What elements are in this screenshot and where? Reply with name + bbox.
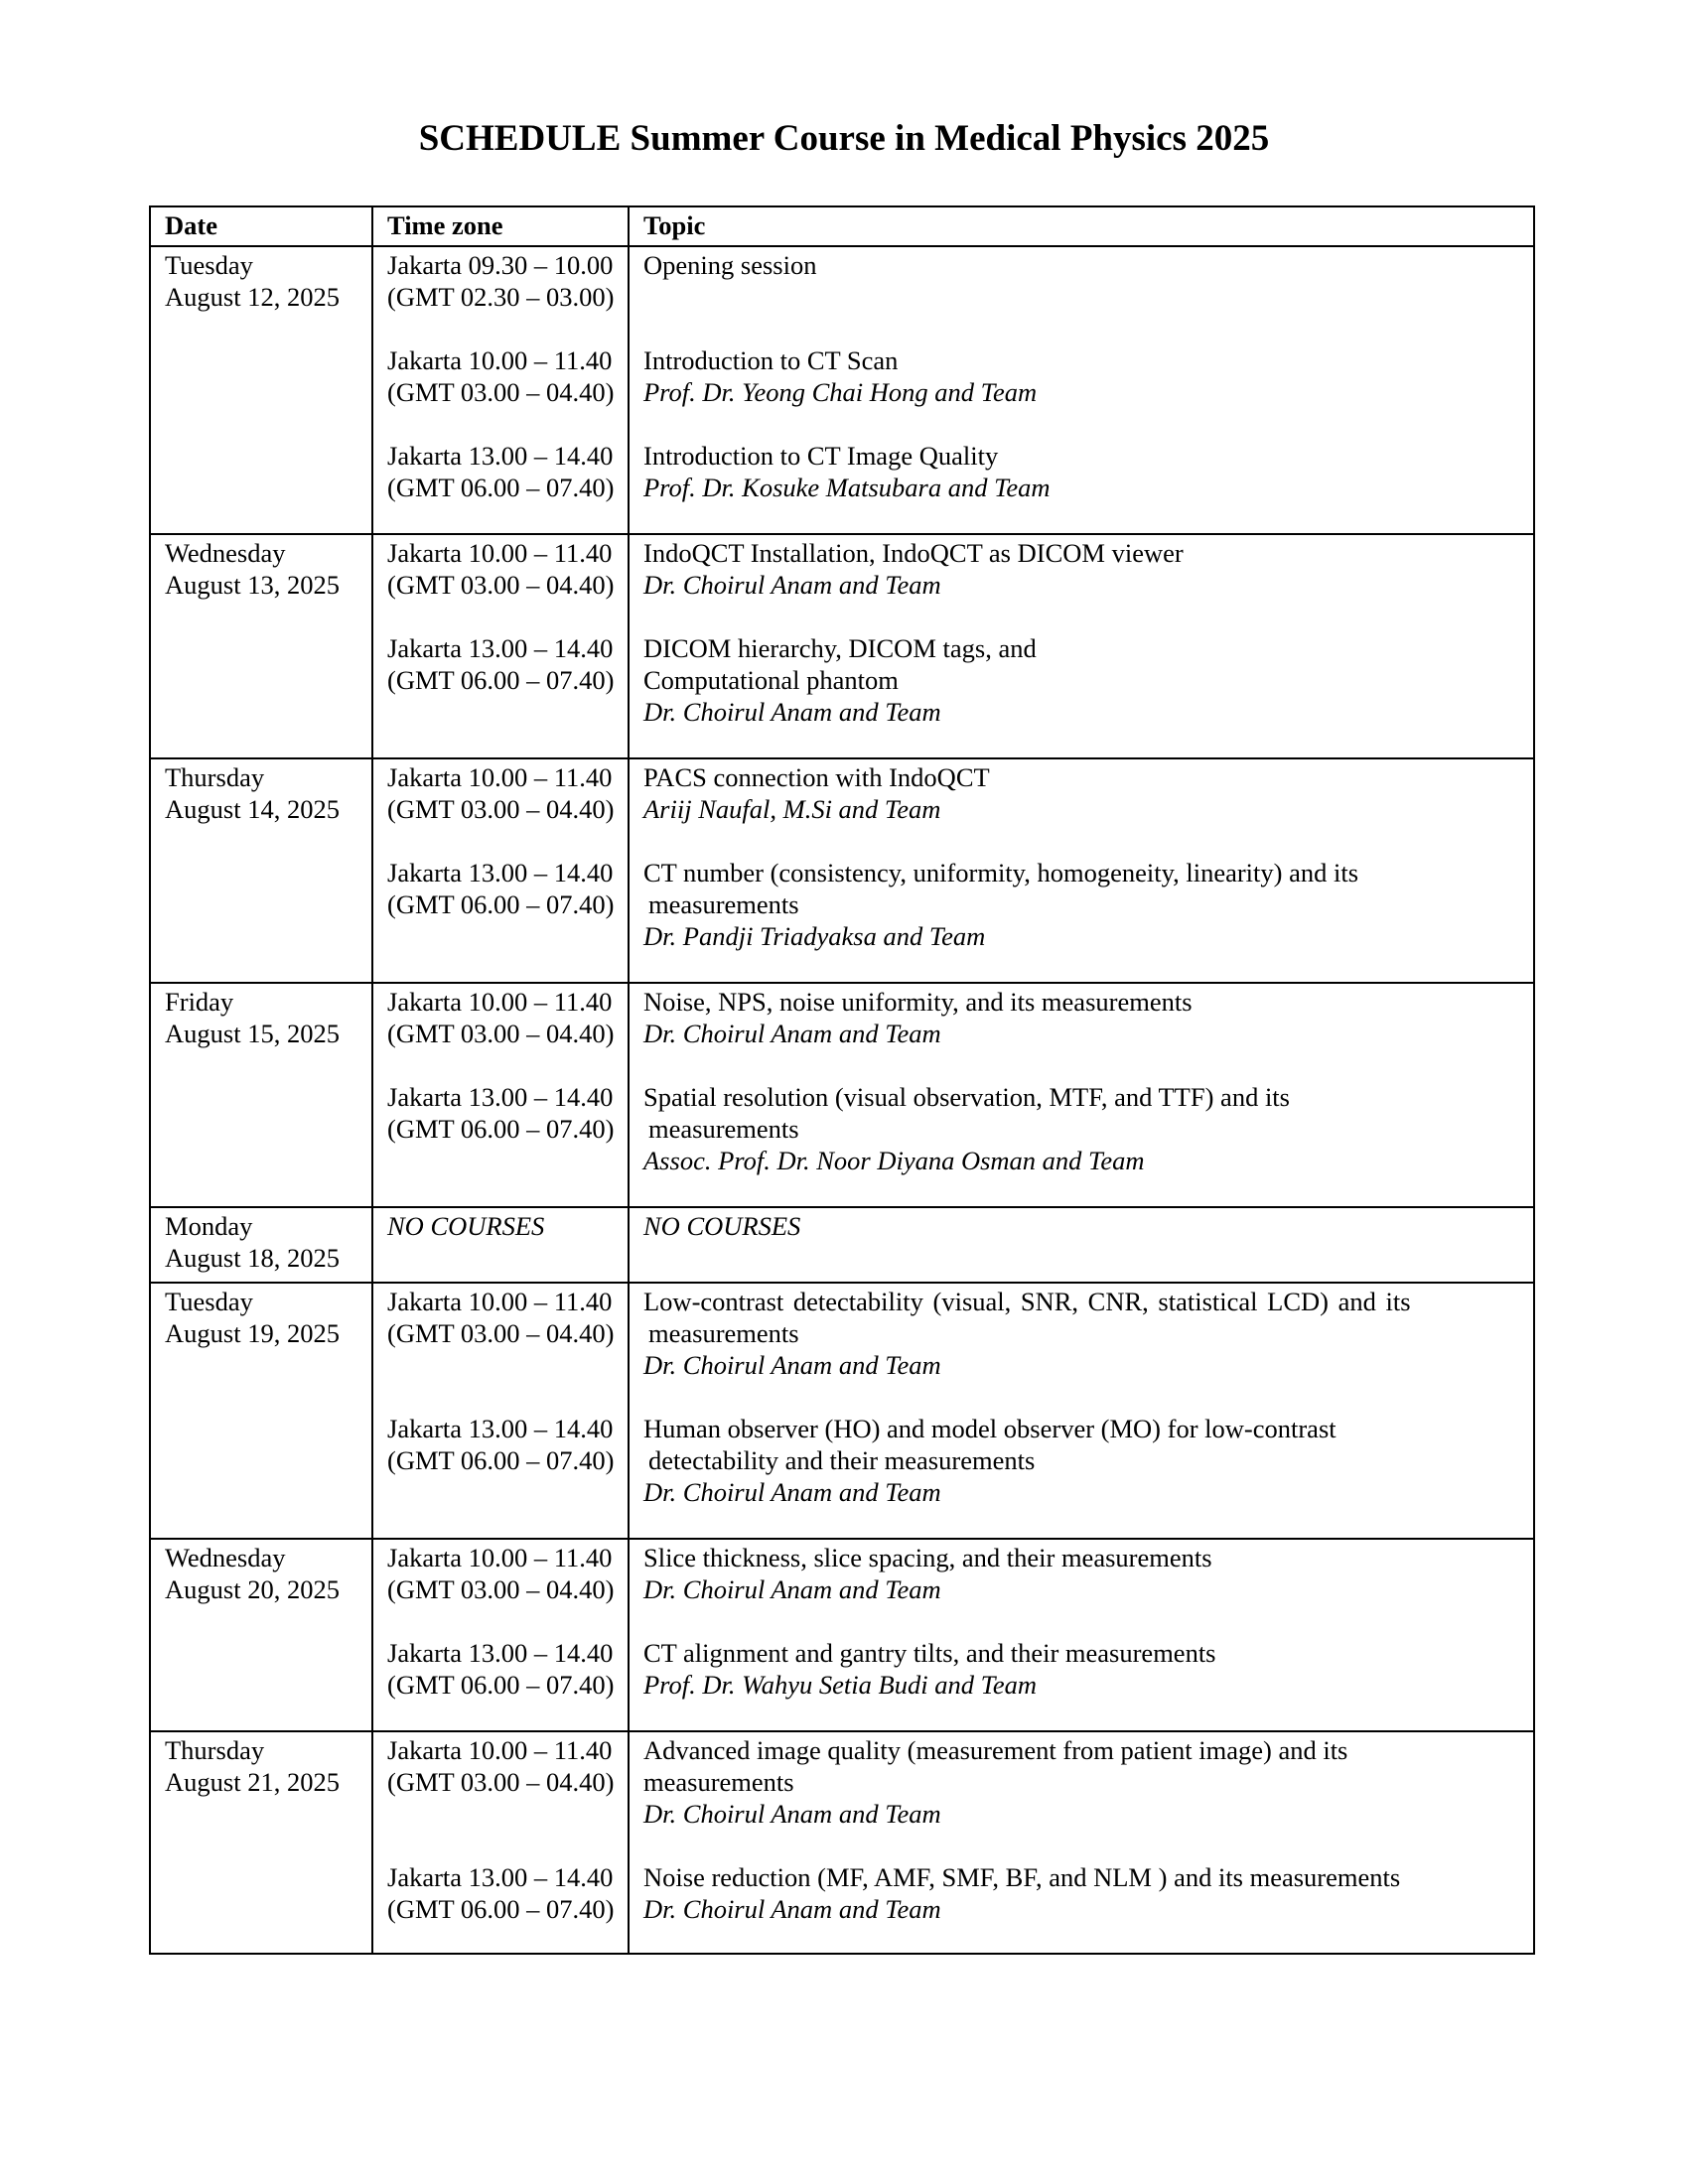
date-cell xyxy=(150,758,372,983)
time-cell xyxy=(372,1731,629,1954)
speaker-name: Dr. Pandji Triadyaksa and Team xyxy=(643,921,986,951)
jakarta-time: Jakarta 13.00 – 14.40 xyxy=(387,1082,614,1112)
date-cell xyxy=(150,1539,372,1731)
gmt-time: (GMT 03.00 – 04.40) xyxy=(387,1767,615,1797)
day-date: August 18, 2025 xyxy=(165,1243,340,1273)
date-cell xyxy=(150,1283,372,1539)
gmt-time: (GMT 03.00 – 04.40) xyxy=(387,1019,615,1048)
topic-cell xyxy=(629,1207,1534,1283)
gmt-time: (GMT 03.00 – 04.40) xyxy=(387,1318,615,1348)
date-cell xyxy=(150,246,372,534)
gmt-time: (GMT 06.00 – 07.40) xyxy=(387,1670,615,1700)
jakarta-time: Jakarta 10.00 – 11.40 xyxy=(387,538,613,568)
time-cell xyxy=(372,246,629,534)
gmt-time: (GMT 03.00 – 04.40) xyxy=(387,377,615,407)
jakarta-time: Jakarta 10.00 – 11.40 xyxy=(387,987,613,1017)
gmt-time: (GMT 06.00 – 07.40) xyxy=(387,473,615,502)
day-date: August 13, 2025 xyxy=(165,570,340,600)
speaker-name: Prof. Dr. Yeong Chai Hong and Team xyxy=(643,377,1038,407)
speaker-name: Dr. Choirul Anam and Team xyxy=(643,1574,941,1604)
header-topic: Topic xyxy=(629,206,1534,246)
speaker-name: Prof. Dr. Kosuke Matsubara and Team xyxy=(643,473,1051,502)
time-cell xyxy=(372,1283,629,1539)
header-time-zone: Time zone xyxy=(372,206,629,246)
topic-title: DICOM hierarchy, DICOM tags, and xyxy=(643,633,1037,663)
topic-title: Noise reduction (MF, AMF, SMF, BF, and NLM ) and its measurements xyxy=(643,1862,1401,1892)
day-date: August 15, 2025 xyxy=(165,1019,340,1048)
jakarta-time: Jakarta 13.00 – 14.40 xyxy=(387,858,614,887)
jakarta-time: Jakarta 10.00 – 11.40 xyxy=(387,1543,613,1572)
day-name: Thursday xyxy=(165,1735,265,1765)
speaker-name: Dr. Choirul Anam and Team xyxy=(643,1019,941,1048)
jakarta-time: Jakarta 09.30 – 10.00 xyxy=(387,250,614,280)
gmt-time: (GMT 06.00 – 07.40) xyxy=(387,665,615,695)
speaker-name: Ariij Naufal, M.Si and Team xyxy=(643,794,941,824)
table-row xyxy=(150,246,1534,534)
jakarta-time: Jakarta 10.00 – 11.40 xyxy=(387,345,613,375)
speaker-name: Assoc. Prof. Dr. Noor Diyana Osman and Team xyxy=(643,1146,1145,1175)
header-date: Date xyxy=(150,206,372,246)
topic-cell xyxy=(629,983,1534,1207)
jakarta-time: Jakarta 13.00 – 14.40 xyxy=(387,441,614,471)
topic-title: Opening session xyxy=(643,250,817,280)
gmt-time: (GMT 03.00 – 04.40) xyxy=(387,794,615,824)
day-name: Friday xyxy=(165,987,234,1017)
topic-cell xyxy=(629,1539,1534,1731)
gmt-time: (GMT 03.00 – 04.40) xyxy=(387,1574,615,1604)
gmt-time: (GMT 06.00 – 07.40) xyxy=(387,1114,615,1144)
table-row xyxy=(150,1731,1534,1954)
speaker-name: Dr. Choirul Anam and Team xyxy=(643,697,941,727)
topic-title: Introduction to CT Image Quality xyxy=(643,441,999,471)
no-courses-label: NO COURSES xyxy=(387,1211,545,1241)
table-row xyxy=(150,1283,1534,1539)
table-header-row xyxy=(150,206,1534,246)
day-name: Wednesday xyxy=(165,1543,286,1572)
topic-title: Noise, NPS, noise uniformity, and its measurements xyxy=(643,987,1193,1017)
date-cell xyxy=(150,534,372,758)
day-date: August 20, 2025 xyxy=(165,1574,340,1604)
speaker-name: Prof. Dr. Wahyu Setia Budi and Team xyxy=(643,1670,1038,1700)
gmt-time: (GMT 06.00 – 07.40) xyxy=(387,889,615,919)
topic-title-cont: measurements xyxy=(648,1114,799,1144)
topic-cell xyxy=(629,246,1534,534)
table-row xyxy=(150,534,1534,758)
time-cell xyxy=(372,983,629,1207)
speaker-name: Dr. Choirul Anam and Team xyxy=(643,570,941,600)
jakarta-time: Jakarta 10.00 – 11.40 xyxy=(387,1287,613,1316)
time-cell xyxy=(372,758,629,983)
speaker-name: Dr. Choirul Anam and Team xyxy=(643,1799,941,1829)
table-row xyxy=(150,983,1534,1207)
table-row xyxy=(150,1207,1534,1283)
topic-title: CT number (consistency, uniformity, homogeneity, linearity) and its xyxy=(643,858,1359,887)
topic-title-cont: Computational phantom xyxy=(643,665,899,695)
jakarta-time: Jakarta 13.00 – 14.40 xyxy=(387,1862,614,1892)
day-name: Thursday xyxy=(165,762,265,792)
gmt-time: (GMT 06.00 – 07.40) xyxy=(387,1894,615,1924)
topic-title: Slice thickness, slice spacing, and their measurements xyxy=(643,1543,1212,1572)
day-date: August 19, 2025 xyxy=(165,1318,340,1348)
topic-cell xyxy=(629,1731,1534,1954)
topic-title: Human observer (HO) and model observer (MO) for low-contrast xyxy=(643,1414,1336,1443)
page-title: SCHEDULE Summer Course in Medical Physics 2025 xyxy=(418,118,1270,159)
speaker-name: Dr. Choirul Anam and Team xyxy=(643,1350,941,1380)
gmt-time: (GMT 02.30 – 03.00) xyxy=(387,282,615,312)
date-cell xyxy=(150,1207,372,1283)
topic-title: Introduction to CT Scan xyxy=(643,345,899,375)
jakarta-time: Jakarta 13.00 – 14.40 xyxy=(387,1414,614,1443)
day-date: August 21, 2025 xyxy=(165,1767,340,1797)
speaker-name: Dr. Choirul Anam and Team xyxy=(643,1894,941,1924)
day-name: Monday xyxy=(165,1211,253,1241)
day-name: Wednesday xyxy=(165,538,286,568)
topic-title-cont: detectability and their measurements xyxy=(648,1445,1036,1475)
time-cell xyxy=(372,1207,629,1283)
schedule-table xyxy=(149,205,1535,1955)
topic-title: IndoQCT Installation, IndoQCT as DICOM viewer xyxy=(643,538,1184,568)
topic-cell xyxy=(629,534,1534,758)
jakarta-time: Jakarta 13.00 – 14.40 xyxy=(387,1638,614,1668)
jakarta-time: Jakarta 13.00 – 14.40 xyxy=(387,633,614,663)
day-name: Tuesday xyxy=(165,250,253,280)
day-date: August 14, 2025 xyxy=(165,794,340,824)
jakarta-time: Jakarta 10.00 – 11.40 xyxy=(387,762,613,792)
gmt-time: (GMT 03.00 – 04.40) xyxy=(387,570,615,600)
table-row xyxy=(150,758,1534,983)
table-row xyxy=(150,1539,1534,1731)
topic-title-cont: measurements xyxy=(648,889,799,919)
topic-cell xyxy=(629,1283,1534,1539)
day-date: August 12, 2025 xyxy=(165,282,340,312)
topic-title-cont: measurements xyxy=(643,1767,794,1797)
topic-title: Low-contrast detectability (visual, SNR, CNR, statistical LCD) and its xyxy=(643,1287,1411,1316)
time-cell xyxy=(372,1539,629,1731)
topic-title: Spatial resolution (visual observation, MTF, and TTF) and its xyxy=(643,1082,1290,1112)
topic-title-cont: measurements xyxy=(648,1318,799,1348)
gmt-time: (GMT 06.00 – 07.40) xyxy=(387,1445,615,1475)
time-cell xyxy=(372,534,629,758)
topic-title: Advanced image quality (measurement from patient image) and its xyxy=(643,1735,1348,1765)
topic-cell xyxy=(629,758,1534,983)
day-name: Tuesday xyxy=(165,1287,253,1316)
date-cell xyxy=(150,983,372,1207)
topic-title: CT alignment and gantry tilts, and their measurements xyxy=(643,1638,1216,1668)
jakarta-time: Jakarta 10.00 – 11.40 xyxy=(387,1735,613,1765)
date-cell xyxy=(150,1731,372,1954)
no-courses-label: NO COURSES xyxy=(643,1211,801,1241)
topic-title: PACS connection with IndoQCT xyxy=(643,762,990,792)
speaker-name: Dr. Choirul Anam and Team xyxy=(643,1477,941,1507)
